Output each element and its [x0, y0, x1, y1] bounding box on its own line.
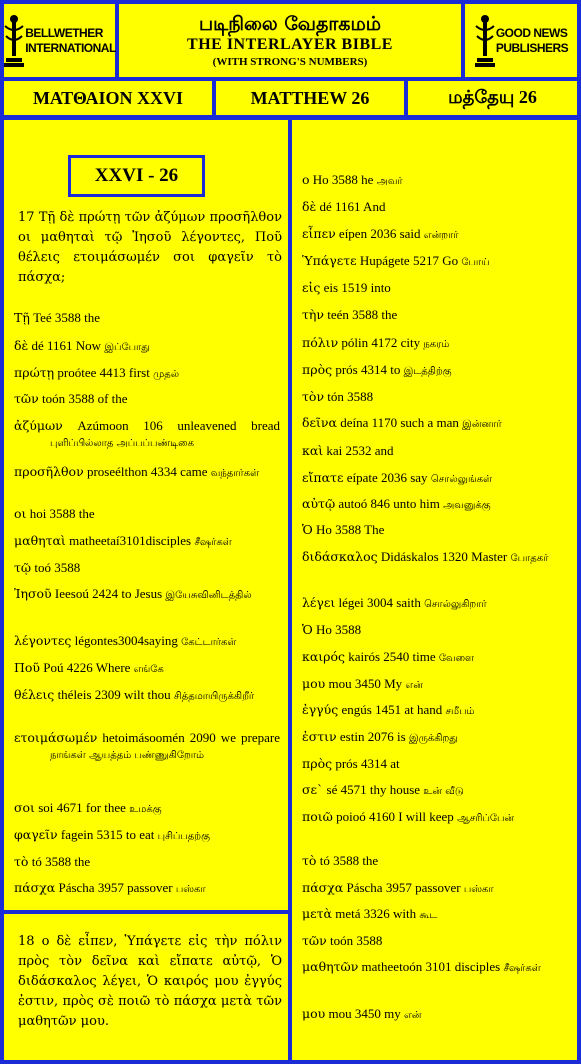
tamil-gloss: சொல்லுகிறார்: [424, 599, 487, 610]
tamil-gloss: என்: [403, 1010, 422, 1021]
transliteration: hoi 3588 the: [29, 506, 95, 521]
tamil-gloss: என்: [405, 680, 423, 691]
left-column-verse18: [4, 914, 288, 1060]
transliteration: proseélthon 4334 came: [86, 464, 208, 479]
word-entry: [302, 443, 569, 459]
word-entry: [302, 933, 569, 949]
transliteration: Ho 3588 The: [316, 522, 385, 537]
tamil-gloss: போய்: [461, 257, 490, 268]
word-entry: [14, 365, 280, 383]
tamil-gloss: அவனுக்கு: [443, 500, 491, 511]
word-entry: [302, 253, 569, 271]
word-entry: [14, 464, 280, 482]
transliteration: pólin 4172 city: [341, 335, 421, 350]
word-entry: [302, 756, 569, 772]
transliteration: proótee 4413 first: [57, 365, 150, 380]
greek-word: σε`: [302, 782, 324, 797]
word-entry: [302, 549, 569, 567]
transliteration: Poú 4226 Where: [43, 660, 131, 675]
word-entry: [302, 199, 569, 215]
greek-word: εἰς: [302, 280, 321, 295]
greek-word: Ὑπάγετε: [302, 253, 357, 268]
greek-word: εἴπατε: [302, 470, 344, 485]
good-news-logo: [465, 4, 577, 77]
greek-word: μετὰ: [302, 906, 332, 921]
word-entry: [302, 649, 569, 667]
transliteration: Ho 3588 he: [312, 172, 374, 187]
verse-18-text: 18 ο δὲ εἶπεν, Ὑπάγετε εἰς τὴν πόλιν πρὸς τὸν δεῖνα καὶ εἴπατε αὐτῷ, Ὁ διδάσκαλος λέγει, Ὁ καιρός μου ἐγγύς ἐστιν, πρὸς σὲ ποιῶ τὸ πάσχα μετὰ τῶν μαθητῶν μου.: [18, 934, 282, 1029]
logo-left-line2: INTERNATIONAL: [25, 40, 116, 55]
lamp-stand-icon: [3, 14, 25, 68]
tamil-gloss: பஸ்கா: [175, 884, 206, 895]
greek-word: φαγεῖν: [14, 827, 58, 842]
word-entry: [302, 226, 569, 244]
tamil-gloss: சொல்லுங்கள்: [430, 474, 493, 485]
greek-word: καὶ: [302, 443, 324, 458]
transliteration: sé 4571 thy house: [326, 782, 421, 797]
transliteration: mou 3450 My: [328, 676, 403, 691]
transliteration: théleis 2309 wilt thou: [57, 687, 171, 702]
transliteration: matheetoón 3101 disciples: [361, 959, 501, 974]
transliteration: Ieesoú 2424 to Jesus: [54, 586, 163, 601]
tamil-gloss: பஸ்கா: [463, 884, 494, 895]
word-entry: [302, 676, 569, 694]
transliteration: Azúmoon 106 unleavened bread: [77, 418, 280, 433]
transliteration: hetoimásoomén 2090 we prepare: [102, 730, 280, 745]
greek-word: εἶπεν: [302, 226, 336, 241]
greek-word: τὸ: [302, 853, 317, 868]
transliteration: Páscha 3957 passover: [346, 880, 461, 895]
tamil-gloss: வந்தார்கள்: [210, 468, 260, 479]
transliteration: toó 3588: [34, 560, 81, 575]
transliteration: mou 3450 my: [328, 1006, 401, 1021]
tamil-gloss: உமக்கு: [129, 804, 162, 815]
tamil-gloss: புளிப்பில்லாத அப்பப்பண்டிகை: [50, 438, 194, 449]
tamil-gloss: இருக்கிறது: [408, 733, 458, 744]
title-english: THE INTERLAYER BIBLE: [187, 36, 393, 53]
right-column: [292, 120, 577, 1060]
word-entry: [302, 782, 569, 800]
word-entry: [14, 633, 280, 651]
word-entry: [14, 687, 280, 705]
logo-right-line2: PUBLISHERS: [495, 40, 569, 55]
transliteration: engús 1451 at hand: [341, 702, 443, 717]
word-entry: [302, 729, 569, 747]
tamil-gloss: இடத்திற்கு: [403, 366, 452, 377]
greek-word: ετοιμάσωμέν: [14, 730, 98, 745]
greek-word: ο: [302, 172, 310, 187]
tamil-gloss: இயேசுவினிடத்தில்: [165, 590, 252, 601]
greek-word: μαθηταὶ: [14, 533, 66, 548]
tamil-gloss: போதகர்: [510, 553, 549, 564]
chapter-greek: ΜΑΤΘΑΙΟΝ XXVI: [4, 81, 212, 115]
transliteration: légontes3004saying: [74, 633, 178, 648]
greek-word: ποιῶ: [302, 809, 333, 824]
greek-word: διδάσκαλος: [302, 549, 378, 564]
greek-word: Τῇ: [14, 310, 30, 325]
greek-word: τῶν: [302, 933, 327, 948]
greek-word: αὐτῷ: [302, 496, 336, 511]
word-entry: [14, 533, 280, 551]
greek-word: μου: [302, 1006, 326, 1021]
tamil-gloss: முதல்: [153, 369, 180, 380]
transliteration: Teé 3588 the: [33, 310, 101, 325]
logo-left-line1: BELLWETHER: [25, 25, 103, 40]
greek-word: δὲ: [302, 199, 317, 214]
word-entry: [14, 880, 280, 898]
transliteration: kairós 2540 time: [348, 649, 436, 664]
tamil-gloss: நகரம்: [423, 339, 450, 350]
word-entry: [302, 496, 569, 514]
greek-word: ἐγγύς: [302, 702, 339, 717]
word-entry: [14, 854, 280, 870]
transliteration: Páscha 3957 passover: [58, 880, 173, 895]
chapter-english: MATTHEW 26: [216, 81, 404, 115]
word-entry: [302, 389, 569, 405]
chapter-box: XXVI - 26: [68, 155, 205, 197]
greek-word: καιρός: [302, 649, 346, 664]
transliteration: teén 3588 the: [327, 307, 398, 322]
tamil-gloss: சமீபம்: [445, 706, 475, 717]
transliteration: tó 3588 the: [319, 853, 379, 868]
transliteration: kai 2532 and: [326, 443, 394, 458]
word-entry: [14, 800, 280, 818]
word-entry: [302, 1006, 569, 1024]
word-entry: [302, 470, 569, 488]
word-entry: [302, 880, 569, 898]
word-entry: [302, 959, 569, 977]
greek-word: ἀζύμων: [14, 418, 63, 433]
transliteration: Hupágete 5217 Go: [359, 253, 459, 268]
greek-word: πρὸς: [302, 362, 333, 377]
transliteration: poioó 4160 I will keep: [336, 809, 454, 824]
word-entry: [302, 595, 569, 613]
greek-word: ἐστιν: [302, 729, 337, 744]
word-entry: [14, 827, 280, 845]
transliteration: toón 3588: [329, 933, 383, 948]
tamil-gloss: உன் வீடு: [423, 786, 464, 797]
word-entry: [302, 622, 569, 638]
verse-17-text: 17 Τῇ δὲ πρώτῃ τῶν ἀζύμων προσῆλθον οι μαθηταὶ τῷ Ἰησοῦ λέγοντες, Ποῦ θέλεις ετοιμάσωμέν σοι φαγεῖν τὸ πάσχα;: [18, 210, 282, 285]
greek-word: πάσχα: [302, 880, 344, 895]
word-entry: [14, 391, 280, 407]
transliteration: estin 2076 is: [339, 729, 406, 744]
greek-word: μου: [302, 676, 326, 691]
greek-word: δὲ: [14, 338, 29, 353]
tamil-gloss: அவர்: [376, 176, 403, 187]
transliteration: dé 1161 Now: [31, 338, 102, 353]
greek-word: μαθητῶν: [302, 959, 359, 974]
word-entry: [14, 586, 280, 604]
greek-word: προσῆλθον: [14, 464, 84, 479]
title-tamil: படிநிலை வேதாகமம்: [198, 13, 382, 35]
transliteration: tón 3588: [327, 389, 374, 404]
transliteration: eis 1519 into: [323, 280, 391, 295]
transliteration: fagein 5315 to eat: [60, 827, 155, 842]
word-entry: [302, 522, 569, 538]
word-entry: [302, 853, 569, 869]
tamil-gloss: சீஷர்கள்: [503, 963, 541, 974]
tamil-gloss: நாங்கள் ஆயத்தம் பண்ணுகிறோம்: [50, 750, 205, 761]
greek-word: τὸ: [14, 854, 29, 869]
greek-word: Ποῦ: [14, 660, 41, 675]
title-block: [119, 4, 461, 77]
greek-word: λέγει: [302, 595, 336, 610]
word-entry: [302, 335, 569, 353]
greek-word: πόλιν: [302, 335, 339, 350]
word-entry: [14, 560, 280, 576]
word-entry: [14, 418, 280, 452]
logo-right-line1: GOOD NEWS: [495, 25, 568, 40]
word-entry: [14, 338, 280, 356]
tamil-gloss: என்றார்: [423, 230, 459, 241]
tamil-gloss: சித்தமாயிருக்கிறீர்: [173, 691, 255, 702]
tamil-gloss: கூட: [419, 910, 438, 921]
greek-word: σοι: [14, 800, 35, 815]
transliteration: eípate 2036 say: [346, 470, 428, 485]
word-entry: [302, 362, 569, 380]
word-entry: [302, 906, 569, 924]
greek-word: τὸν: [302, 389, 325, 404]
greek-word: δεῖνα: [302, 415, 337, 430]
word-entry: [14, 730, 280, 764]
lamp-stand-icon: [474, 14, 496, 68]
transliteration: dé 1161 And: [319, 199, 386, 214]
word-entry: [302, 809, 569, 827]
chapter-tamil: மத்தேயு 26: [408, 81, 577, 115]
greek-word: τῷ: [14, 560, 32, 575]
word-entry: [14, 660, 280, 678]
word-entry: [302, 280, 569, 296]
greek-word: τὴν: [302, 307, 325, 322]
transliteration: autoó 846 unto him: [338, 496, 440, 511]
subtitle: (WITH STRONG'S NUMBERS): [212, 56, 368, 68]
word-entry: [302, 307, 569, 323]
greek-word: Ἰησοῦ: [14, 586, 52, 601]
greek-word: τῶν: [14, 391, 39, 406]
word-entry: [14, 506, 280, 522]
word-entry: [302, 415, 569, 433]
tamil-gloss: இப்போது: [104, 342, 150, 353]
bellwether-logo: [4, 4, 115, 77]
transliteration: metá 3326 with: [335, 906, 417, 921]
transliteration: prós 4314 at: [335, 756, 400, 771]
greek-word: πάσχα: [14, 880, 56, 895]
transliteration: prós 4314 to: [335, 362, 401, 377]
transliteration: Didáskalos 1320 Master: [380, 549, 508, 564]
word-entry: [14, 310, 280, 326]
transliteration: Ho 3588: [316, 622, 362, 637]
greek-word: λέγοντες: [14, 633, 72, 648]
greek-word: θέλεις: [14, 687, 55, 702]
word-entry: [302, 172, 569, 190]
word-entry: [302, 702, 569, 720]
left-column-verse17: [4, 120, 288, 910]
tamil-gloss: சீஷர்கள்: [194, 537, 232, 548]
tamil-gloss: எங்கே: [133, 664, 164, 675]
transliteration: matheetaí3101disciples: [69, 533, 192, 548]
greek-word: οι: [14, 506, 27, 521]
transliteration: légei 3004 saith: [338, 595, 421, 610]
tamil-gloss: ஆசரிப்பேன்: [457, 813, 515, 824]
transliteration: deína 1170 such a man: [340, 415, 459, 430]
greek-word: πρὸς: [302, 756, 333, 771]
tamil-gloss: வேளை: [438, 653, 475, 664]
greek-word: Ὁ: [302, 622, 313, 637]
tamil-gloss: புசிப்பதற்கு: [157, 831, 210, 842]
tamil-gloss: கேட்டார்கள்: [181, 637, 237, 648]
transliteration: soi 4671 for thee: [38, 800, 126, 815]
tamil-gloss: இன்னார்: [462, 419, 502, 430]
greek-word: πρώτῃ: [14, 365, 55, 380]
transliteration: tó 3588 the: [31, 854, 91, 869]
transliteration: toón 3588 of the: [41, 391, 128, 406]
transliteration: eípen 2036 said: [338, 226, 421, 241]
greek-word: Ὁ: [302, 522, 313, 537]
